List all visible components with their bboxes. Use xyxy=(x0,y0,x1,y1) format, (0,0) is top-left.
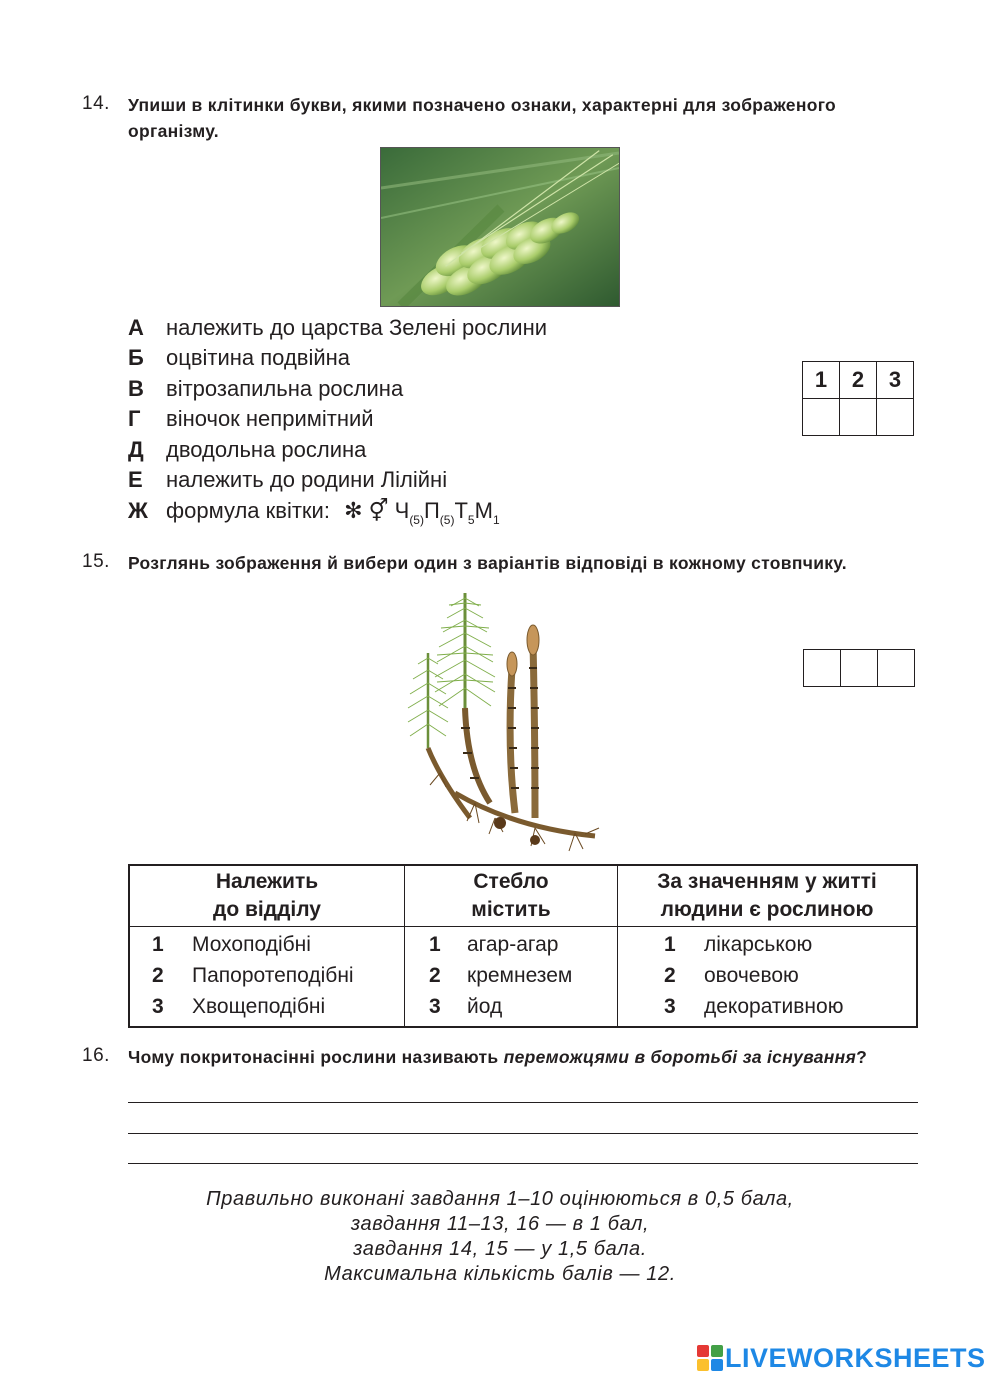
answer-cell-1[interactable] xyxy=(803,399,840,436)
q14-option-d xyxy=(128,435,366,465)
column-stem-options xyxy=(405,927,618,1028)
actinomorphic-icon: ✻ xyxy=(344,498,363,523)
formula-corolla-sub: (5) xyxy=(439,513,455,527)
bisexual-icon: ⚥ xyxy=(368,498,389,523)
q15-text: Розглянь зображення й вибери один з варіантів відповіді в кожному стовпчику. xyxy=(128,553,847,573)
answer-cell-2[interactable] xyxy=(840,399,877,436)
wheat-photo xyxy=(380,147,620,307)
list-item: 2 Папоротеподібні xyxy=(152,964,354,987)
formula-corolla: П xyxy=(423,498,440,523)
q14-option-zh xyxy=(128,496,500,529)
option-letter: В xyxy=(128,376,144,401)
column-division-options xyxy=(129,927,405,1028)
header-line1: Належить xyxy=(215,870,319,893)
option-text: дводольна рослина xyxy=(166,437,367,462)
option-text: формула квітки: xyxy=(166,498,330,523)
list-item: 1 Мохоподібні xyxy=(152,933,311,956)
formula-stamens: Т xyxy=(454,498,468,523)
header-line1: Стебло xyxy=(473,870,549,893)
list-item: 3 Хвощеподібні xyxy=(152,995,326,1018)
list-item: 1 лікарською xyxy=(664,933,813,956)
q16-text-before: Чому покритонасінні рослини називають xyxy=(128,1047,504,1067)
answer-cell-1[interactable] xyxy=(804,650,841,687)
q14-text-line1: Упиши в клітинки букви, якими позначено ознаки, характерні для зображеного xyxy=(128,95,837,115)
list-item: 2 овочевою xyxy=(664,964,799,987)
q14-option-a xyxy=(128,313,547,343)
option-letter: Б xyxy=(128,345,144,370)
answer-cell-2[interactable] xyxy=(841,650,878,687)
scoring-note-line3: завдання 14, 15 — у 1,5 бала. xyxy=(353,1238,647,1260)
q15-choices-table xyxy=(128,864,918,1028)
scoring-note-line2: завдання 11–13, 16 — в 1 бал, xyxy=(350,1213,650,1235)
list-item: 3 йод xyxy=(429,995,503,1018)
liveworksheets-logo-icon xyxy=(697,1345,723,1371)
formula-calyx: Ч xyxy=(394,498,410,523)
option-text: оцвітина подвійна xyxy=(166,345,351,370)
liveworksheets-logo[interactable] xyxy=(697,1343,986,1373)
answer-line-1[interactable] xyxy=(128,1102,918,1103)
horsetail-illustration xyxy=(395,578,605,860)
scoring-note-line4: Максимальна кількість балів — 12. xyxy=(324,1263,676,1285)
q14-answer-grid xyxy=(802,361,914,436)
answer-cell-3[interactable] xyxy=(877,399,914,436)
header-line1: За значенням у житті xyxy=(657,870,877,893)
scoring-note-line1: Правильно виконані завдання 1–10 оцінюються в 0,5 бала, xyxy=(206,1188,794,1210)
q16-text-after: ? xyxy=(856,1047,868,1067)
formula-pistil-sub: 1 xyxy=(492,513,500,527)
answer-line-3[interactable] xyxy=(128,1163,918,1164)
q14-option-b xyxy=(128,343,350,373)
q14-option-e xyxy=(128,465,447,495)
q16-number: 16. xyxy=(82,1045,110,1066)
q16-text xyxy=(128,1044,867,1070)
list-item: 3 декоративною xyxy=(664,995,844,1018)
answer-header-1: 1 xyxy=(803,362,840,399)
logo-text: LIVEWORKSHEETS xyxy=(725,1342,986,1373)
answer-header-2: 2 xyxy=(840,362,877,399)
column-header-importance xyxy=(618,865,918,927)
formula-pistil: М xyxy=(474,498,493,523)
option-letter: Д xyxy=(128,437,144,462)
option-text: віночок непримітний xyxy=(166,406,374,431)
option-text: належить до царства Зелені рослини xyxy=(166,315,548,340)
flower-formula xyxy=(344,498,500,527)
header-line2: до відділу xyxy=(213,898,321,921)
option-text: вітрозапильна рослина xyxy=(166,376,404,401)
q14-number: 14. xyxy=(82,93,110,114)
header-line2: містить xyxy=(471,898,551,921)
q14-option-v xyxy=(128,374,403,404)
list-item: 1 агар-агар xyxy=(429,933,559,956)
option-letter: Е xyxy=(128,467,143,492)
answer-cell-3[interactable] xyxy=(878,650,915,687)
q14-text xyxy=(128,92,928,144)
option-letter: Г xyxy=(128,406,141,431)
q14-option-g xyxy=(128,404,374,434)
column-importance-options xyxy=(618,927,918,1028)
header-line2: людини є рослиною xyxy=(660,898,874,921)
answer-header-3: 3 xyxy=(877,362,914,399)
q14-text-line2: організму. xyxy=(128,121,219,141)
formula-stamens-sub: 5 xyxy=(467,513,475,527)
option-text: належить до родини Лілійні xyxy=(166,467,448,492)
q15-answer-grid xyxy=(803,649,915,687)
answer-line-2[interactable] xyxy=(128,1133,918,1134)
list-item: 2 кремнезем xyxy=(429,964,573,987)
column-header-division xyxy=(129,865,405,927)
option-letter: А xyxy=(128,315,144,340)
column-header-stem xyxy=(405,865,618,927)
formula-calyx-sub: (5) xyxy=(409,513,424,527)
q15-number: 15. xyxy=(82,551,110,572)
option-letter: Ж xyxy=(128,498,148,523)
q16-text-italic: переможцями в боротьбі за існування xyxy=(503,1047,857,1067)
